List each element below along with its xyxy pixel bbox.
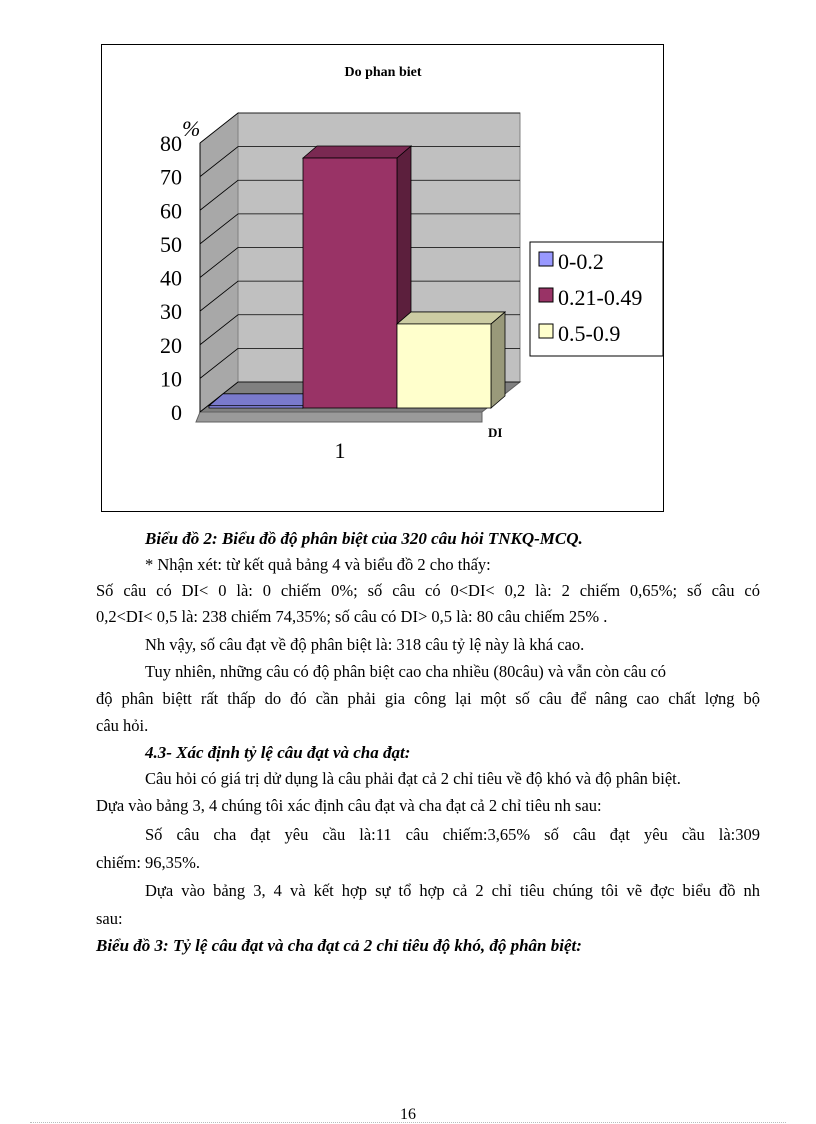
paragraph-line: Câu hỏi có giá trị dử dụng là câu phải đạt cả 2 chỉ tiêu về độ khó và độ phân biệt. [145,769,681,788]
paragraph-line: Số câu cha đạt yêu cầu là:11 câu chiếm:3,65% số câu đạt yêu cầu là:309 [145,825,760,844]
paragraph-line: Nh vậy, số câu đạt về độ phân biệt là: 318 câu tỷ lệ này là khá cao. [145,635,585,654]
y-tick-label: 80 [160,131,182,156]
chart2-caption: Biểu đồ 2: Biểu đồ độ phân biệt của 320 câu hỏi TNKQ-MCQ. [145,529,583,548]
chart-frame [101,44,664,512]
bar-0.5-0.9 [397,312,505,408]
y-tick-label: 20 [160,332,182,358]
x-axis-label: DI [488,425,503,440]
chart-floor-edge [196,412,482,422]
paragraph-line: Số câu có DI< 0 là: 0 chiếm 0%; số câu có 0<DI< 0,2 là: 2 chiếm 0,65%; số câu có [96,581,760,600]
legend-label: 0-0.2 [558,249,604,274]
bar-front [209,406,303,408]
bar-front [397,324,491,408]
bar-front [303,158,397,408]
paragraph-line: Tuy nhiên, những câu có độ phân biệt cao cha nhiều (80câu) và vẫn còn câu có [145,662,667,681]
bar-top [397,312,505,324]
y-axis-label: % [182,116,201,141]
legend-swatch [539,252,553,266]
y-tick-label: 40 [160,265,182,291]
bar-top [209,394,317,406]
y-tick-label: 50 [160,231,182,257]
chart3-caption: Biểu đồ 3: Tỷ lệ câu đạt và cha đạt cả 2 chỉ tiêu độ khó, độ phân biệt: [96,936,582,955]
paragraph-line: chiếm: 96,35%. [96,853,201,872]
remark-line: * Nhận xét: từ kết quả bảng 4 và biểu đồ 2 cho thấy: [145,555,491,574]
chart-title: Do phan biet [344,65,422,80]
y-tick-label: 70 [160,164,182,190]
paragraph-line: độ phân biệtt rất thấp do đó cần phải gia công lại một số câu để nâng cao chất lợng bộ [96,689,760,708]
y-tick-label: 10 [160,366,182,392]
legend-swatch [539,324,553,338]
bar-chart [102,45,665,513]
bar-0.21-0.49 [303,146,411,408]
bar-0-0.2 [209,394,317,408]
page-number: 16 [400,1106,416,1123]
y-tick-label: 0 [171,400,182,425]
y-tick-label: 30 [160,299,182,325]
paragraph-line: sau: [96,909,123,928]
paragraph-line: câu hỏi. [96,716,149,735]
legend-label: 0.5-0.9 [558,321,621,346]
x-tick-label: 1 [334,438,346,463]
y-tick-label: 60 [160,198,182,224]
paragraph-line: Dựa vào bảng 3, 4 chúng tôi xác định câu đạt và cha đạt cả 2 chỉ tiêu nh sau: [96,796,602,815]
paragraph-line: Dựa vào bảng 3, 4 và kết hợp sự tổ hợp cả 2 chỉ tiêu chúng tôi vẽ đợc biểu đồ nh [145,881,760,900]
section-heading: 4.3- Xác định tỷ lệ câu đạt và cha đạt: [145,743,411,762]
paragraph-line: 0,2<DI< 0,5 là: 238 chiếm 74,35%; số câu có DI> 0,5 là: 80 câu chiếm 25% . [96,607,608,626]
legend-label: 0.21-0.49 [558,285,643,310]
bar-top [303,146,411,158]
legend-swatch [539,288,553,302]
bar-side [491,312,505,408]
